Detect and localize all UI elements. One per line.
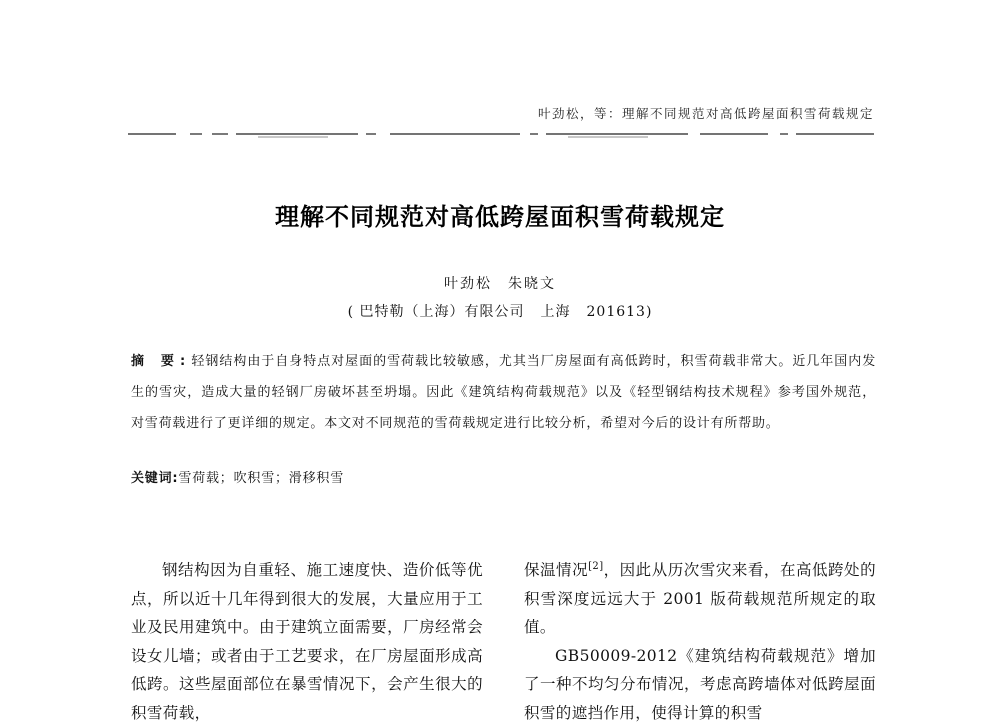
body-paragraph: [524, 556, 876, 642]
abstract-label: 摘 要:: [131, 354, 191, 369]
citation-marker: [2]: [588, 561, 603, 572]
authors-line: [0, 273, 1000, 293]
affiliation-city: 上海: [541, 304, 571, 320]
body-column-left: [131, 556, 483, 727]
body-paragraph: 钢结构因为自重轻、施工速度快、造价低等优点，所以近十几年得到很大的发展，大量应用于工业及民用建筑中。由于建筑立面需要，厂房经常会设女儿墙；或者由于工艺要求，在厂房屋面形成高低跨。这些屋面部位在暴雪情况下，会产生很大的积雪荷载，: [131, 556, 483, 727]
keywords-text: 雪荷载；吹积雪；滑移积雪: [178, 471, 344, 486]
affiliation-line: [0, 301, 1000, 321]
body-text: ，因此从历次雪灾来看，在高低跨处的积雪深度远远大于 2001 版荷载规范所规定的取值。: [524, 561, 876, 636]
abstract-text: 轻钢结构由于自身特点对屋面的雪荷载比较敏感，尤其当厂房屋面有高低跨时，积雪荷载非常大。近几年国内发生的雪灾，造成大量的轻钢厂房破坏甚至坍塌。因此《建筑结构荷载规范》以及《轻型钢结构技术规程》参考国外规范，对雪荷载进行了更详细的规定。本文对不同规范的雪荷载规定进行比较分析，希望对今后的设计有所帮助。: [131, 354, 876, 431]
keywords: [131, 467, 876, 486]
body-text: 保温情况: [524, 561, 588, 579]
author-name: 叶劲松: [444, 276, 492, 292]
keywords-label: 关键词:: [131, 471, 178, 486]
author-name: 朱晓文: [508, 276, 556, 292]
running-header: 叶劲松，等：理解不同规范对高低跨屋面积雪荷载规定: [538, 104, 874, 122]
paper-title: 理解不同规范对高低跨屋面积雪荷载规定: [0, 197, 1000, 232]
body-paragraph: GB50009-2012《建筑结构荷载规范》增加了一种不均匀分布情况，考虑高跨墙体对低跨屋面积雪的遮挡作用，使得计算的积雪: [524, 642, 876, 727]
affiliation-postcode: 201613): [587, 304, 653, 320]
abstract: [131, 346, 876, 439]
header-rule: [128, 131, 874, 143]
affiliation-org: ( 巴特勒（上海）有限公司: [348, 304, 525, 320]
body-column-right: [524, 556, 876, 727]
